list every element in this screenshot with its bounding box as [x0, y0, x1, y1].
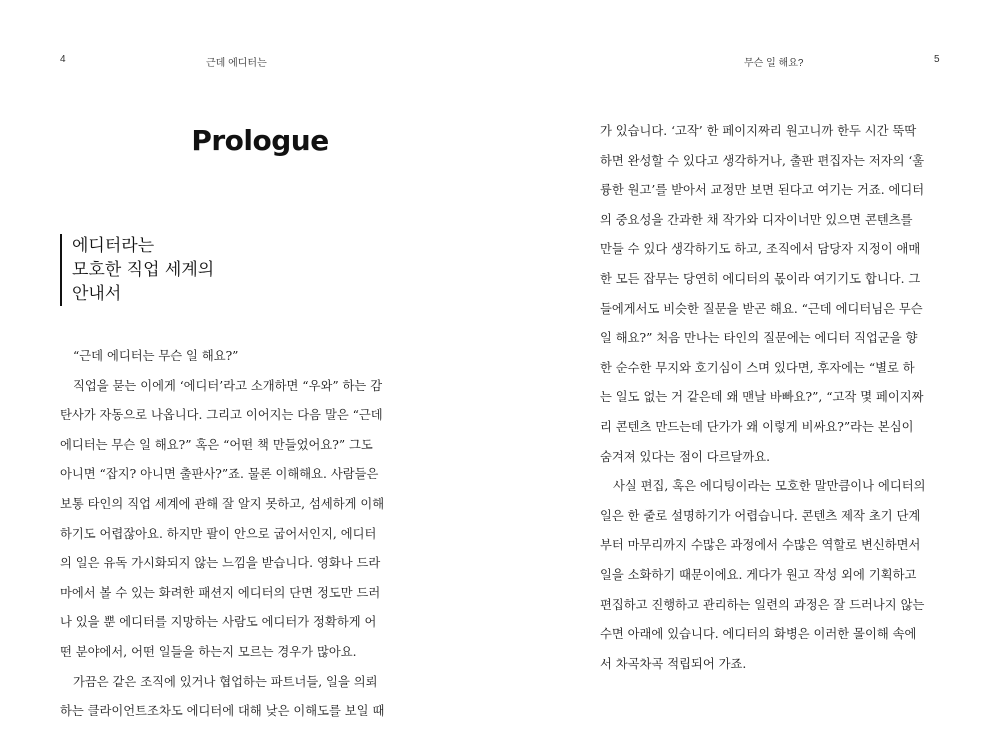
body-line: 하는 클라이언트조차도 에디터에 대해 낮은 이해도를 보일 때: [60, 704, 385, 719]
body-line: 들에게서도 비슷한 질문을 받곤 해요. “근데 에디터님은 무슨: [600, 301, 923, 316]
left-page-body: [60, 342, 405, 727]
body-line: 륭한 원고’를 받아서 교정만 보면 된다고 여기는 거죠. 에디터: [600, 183, 925, 198]
body-line: 떤 분야에서, 어떤 일들을 하는지 모르는 경우가 많아요.: [60, 644, 357, 659]
body-line: 마에서 볼 수 있는 화려한 패션지 에디터의 단면 정도만 드러: [60, 585, 381, 600]
body-line: “근데 에디터는 무슨 일 해요?”: [73, 349, 239, 363]
body-line: 직업을 묻는 이에게 ‘에디터’라고 소개하면 “우와” 하는 감: [73, 378, 383, 393]
right-running-head: 무슨 일 해요?: [744, 58, 804, 69]
body-line: 일을 소화하기 때문이에요. 게다가 원고 작성 외에 기획하고: [600, 567, 917, 582]
right-page-number: 5: [934, 54, 940, 65]
body-line: 하기도 어렵잖아요. 하지만 팔이 안으로 굽어서인지, 에디터: [60, 526, 377, 541]
body-line: 의 일은 유독 가시화되지 않는 느낌을 받습니다. 영화나 드라: [60, 556, 381, 571]
subtitle-line: 모호한 직업 세계의: [72, 260, 215, 280]
body-line: 숨겨져 있다는 점이 다르달까요.: [600, 449, 771, 464]
body-line: 만들 수 있다 생각하기도 하고, 조직에서 담당자 지정이 애매: [600, 242, 921, 257]
body-line: 수면 아래에 있습니다. 에디터의 화병은 이러한 몰이해 속에: [600, 627, 917, 642]
chapter-title: Prologue: [191, 124, 329, 157]
body-line: 에디터는 무슨 일 해요?” 혹은 “어떤 책 만들었어요?” 그도: [60, 437, 373, 452]
left-running-head: 근데 에디터는: [206, 58, 267, 69]
body-line: 아니면 “잡지? 아니면 출판사?”죠. 물론 이해해요. 사람들은: [60, 467, 379, 482]
body-line: 한 모든 잡무는 당연히 에디터의 몫이라 여기기도 합니다. 그: [600, 271, 921, 286]
right-page-body: [600, 117, 945, 679]
body-line: 부터 마무리까지 수많은 과정에서 수많은 역할로 변신하면서: [600, 538, 921, 553]
body-line: 가 있습니다. ‘고작’ 한 페이지짜리 원고니까 한두 시간 뚝딱: [600, 124, 917, 138]
body-line: 가끔은 같은 조직에 있거나 협업하는 파트너들, 일을 의뢰: [73, 674, 378, 689]
body-line: 탄사가 자동으로 나옵니다. 그리고 이어지는 다음 말은 “근데: [60, 408, 383, 423]
body-line: 나 있을 뿐 에디터를 지망하는 사람도 에디터가 정확하게 어: [60, 615, 377, 630]
body-line: 는 일도 없는 거 같은데 왜 맨날 바빠요?”, “고작 몇 페이지짜: [600, 390, 924, 405]
body-line: 리 콘텐츠 만드는데 단가가 왜 이렇게 비싸요?”라는 본심이: [600, 419, 914, 434]
body-line: 일 해요?” 처음 만나는 타인의 질문에는 에디터 직업군을 향: [600, 331, 918, 346]
body-line: 하면 완성할 수 있다고 생각하거나, 출판 편집자는 저자의 ‘훌: [600, 153, 925, 168]
body-line: 사실 편집, 혹은 에디팅이라는 모호한 말만큼이나 에디터의: [613, 479, 926, 494]
subtitle-line: 에디터라는: [72, 236, 155, 256]
body-line: 편집하고 진행하고 관리하는 일련의 과정은 잘 드러나지 않는: [600, 597, 925, 612]
body-line: 한 순수한 무지와 호기심이 스며 있다면, 후자에는 “별로 하: [600, 360, 915, 375]
body-line: 서 차곡차곡 적립되어 가죠.: [600, 656, 747, 671]
body-line: 일은 한 줄로 설명하기가 어렵습니다. 콘텐츠 제작 초기 단계: [600, 508, 921, 523]
left-page-number: 4: [60, 54, 66, 65]
chapter-subtitle: [60, 234, 214, 306]
subtitle-line: 안내서: [72, 284, 122, 304]
body-line: 보통 타인의 직업 세계에 관해 잘 알지 못하고, 섬세하게 이해: [60, 496, 385, 511]
body-line: 의 중요성을 간과한 채 작가와 디자이너만 있으면 콘텐츠를: [600, 212, 913, 227]
